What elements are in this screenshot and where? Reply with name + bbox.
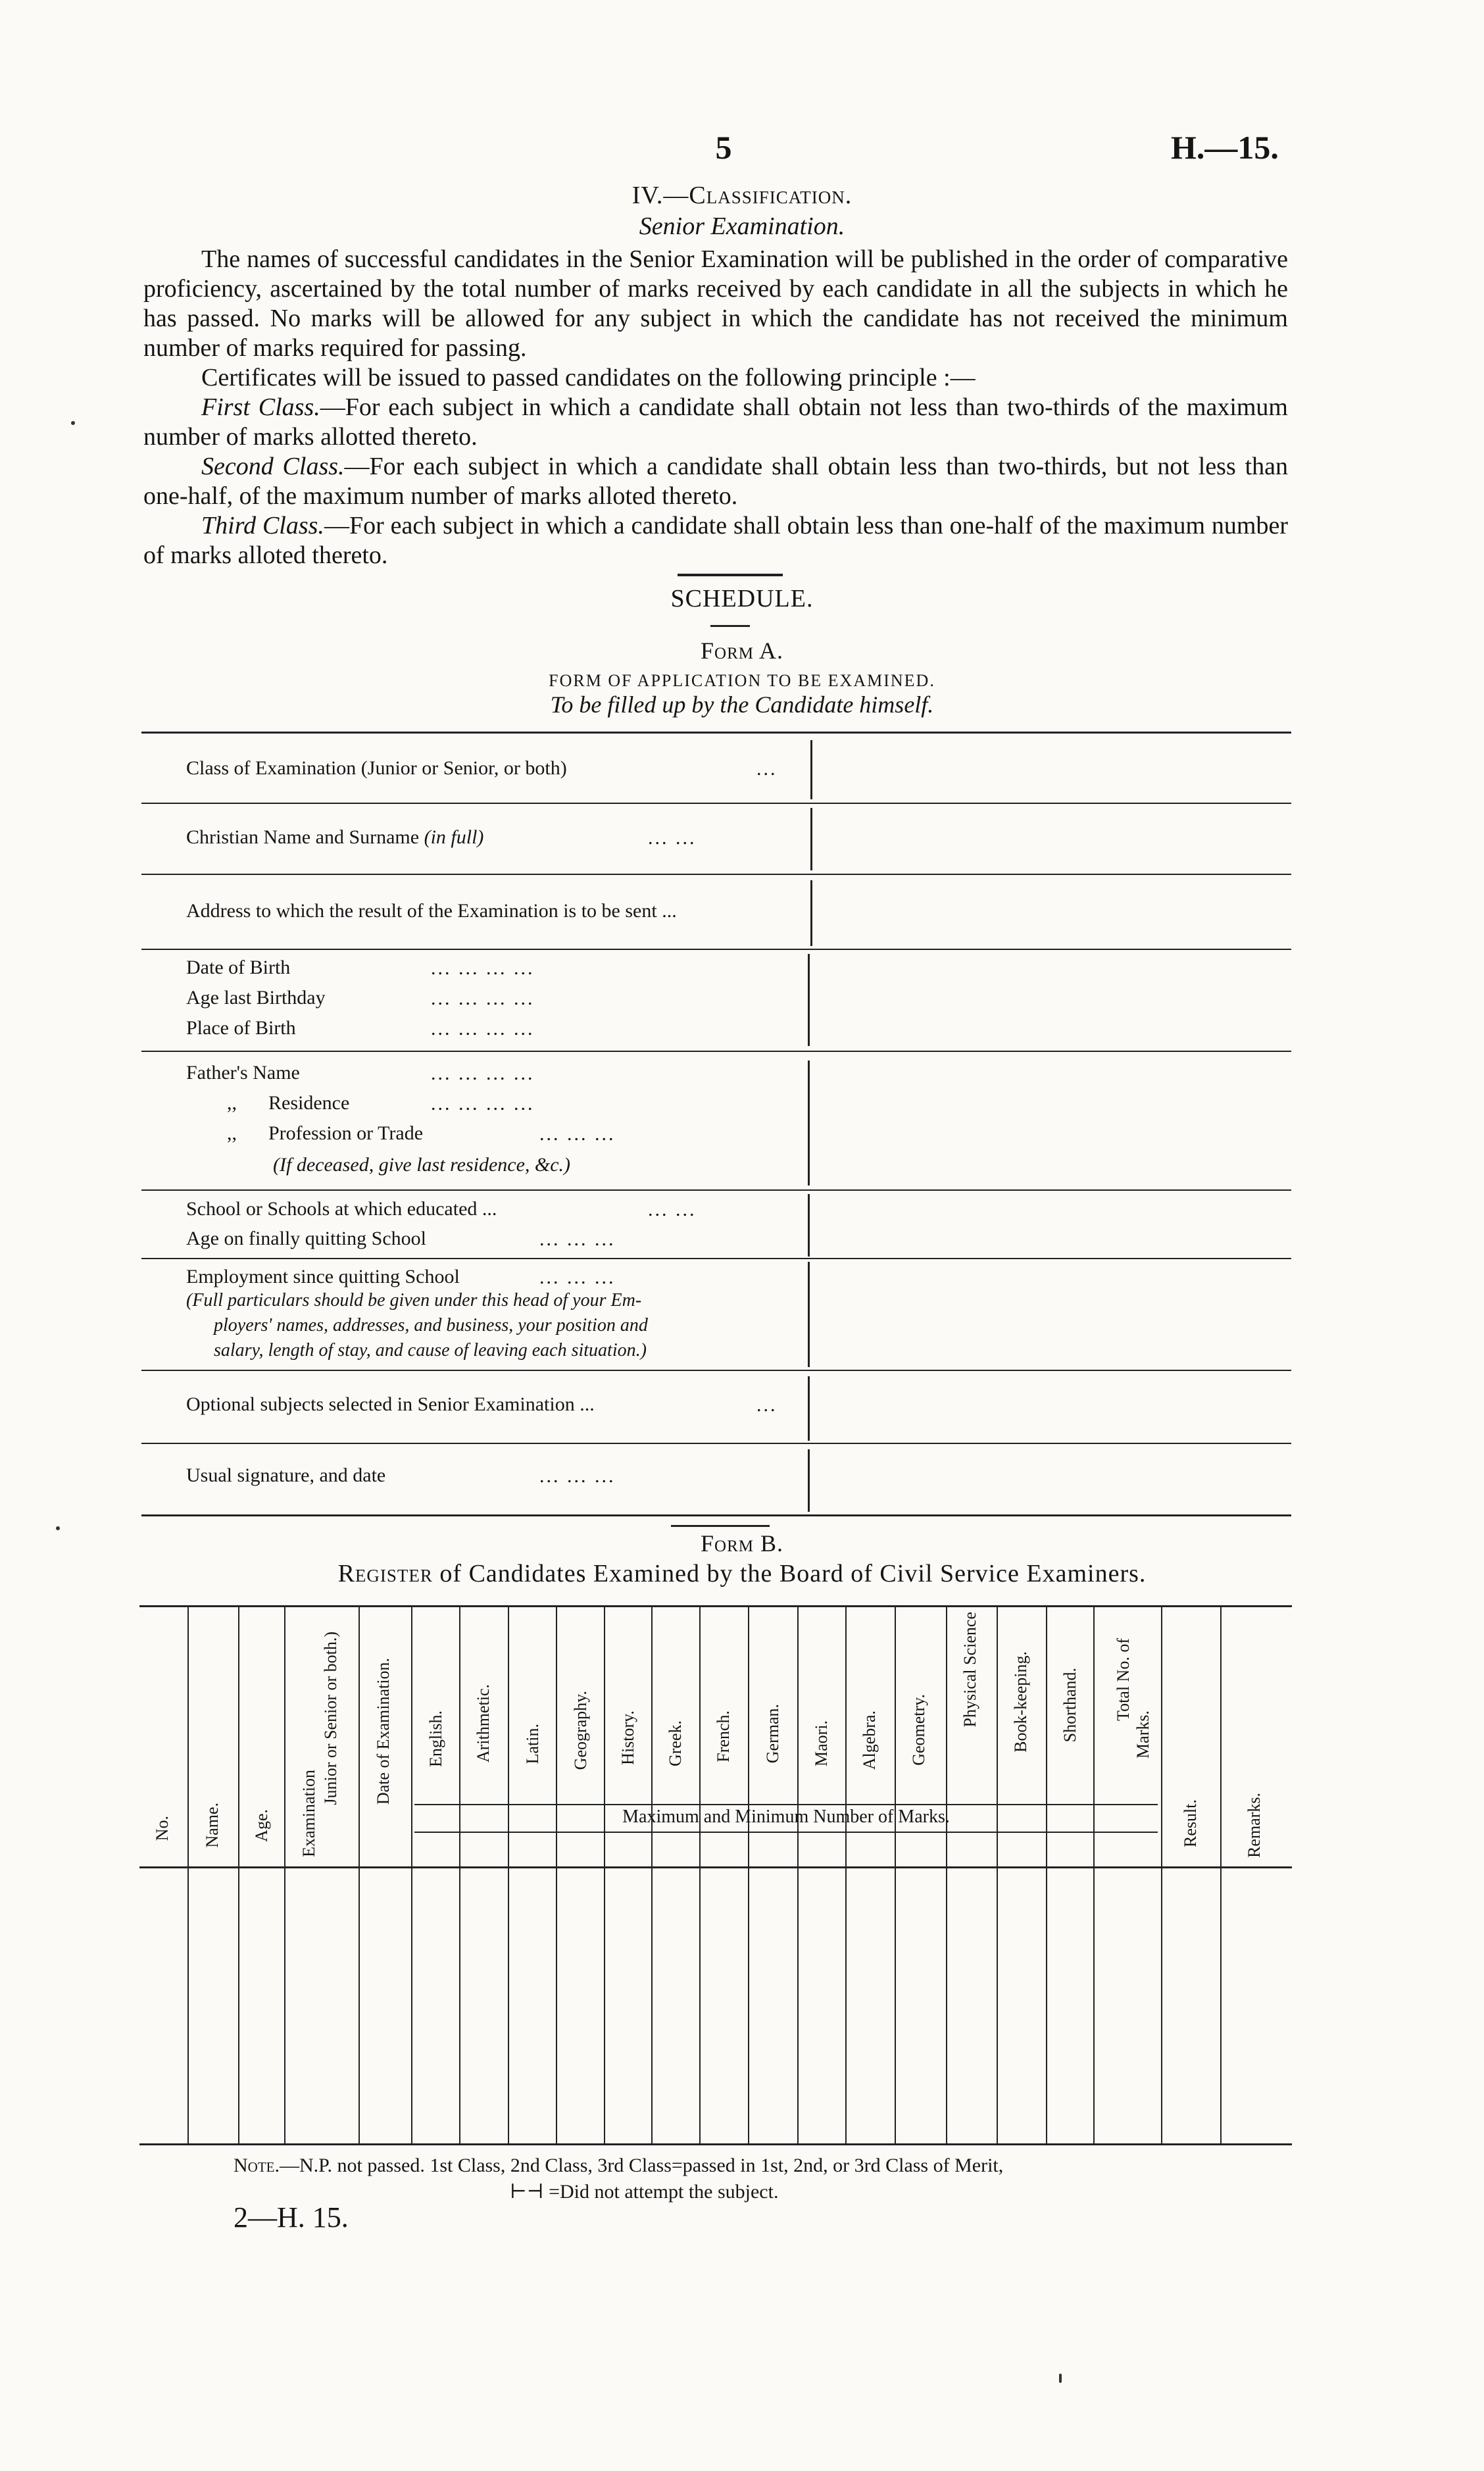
col-header-remarks: Remarks. (1245, 1793, 1264, 1858)
classification-body (143, 245, 1288, 570)
second-class-label: Second Class. (201, 453, 345, 480)
col-header-history: History. (618, 1710, 637, 1765)
paragraph-second-class (143, 452, 1288, 511)
third-class-text: —For each subject in which a candidate shall obtain less than one-half of the maximum number of marks alloted thereto. (143, 512, 1288, 569)
field-input-school[interactable] (813, 1194, 1276, 1257)
form-a-row-line-5 (141, 1189, 1291, 1191)
footer-code: 2—H. 15. (234, 2201, 349, 2234)
col-header-german: German. (763, 1704, 782, 1764)
register-border-bottom (139, 2143, 1292, 2145)
col-header-junior-senior: Junior or Senior or both.) (321, 1632, 340, 1805)
paragraph-order: The names of successful candidates in the Senior Examination will be published in the order of comparative proficiency, ascertained by the total number of marks received by each candidate in all the subjects in which he has passed. No marks will be allowed for any subject in which the candidate has not received the minimum number of marks required for passing. (143, 245, 1288, 362)
field-label-age: Age last Birthday (186, 987, 326, 1009)
note-line-1: —N.P. not passed. 1st Class, 2nd Class, 3rd Class=passed in 1st, 2nd, or 3rd Class of Merit, (280, 2155, 1004, 2176)
field-label-pob: Place of Birth (186, 1017, 296, 1039)
field-input-class[interactable] (816, 740, 1276, 799)
field-label-age-school: Age on finally quitting School (186, 1228, 426, 1249)
ditto-mark-1: ,, (227, 1092, 237, 1114)
field-dots-pob: ... ... ... ... (431, 1018, 535, 1039)
field-label-dob: Date of Birth (186, 957, 291, 978)
field-label-optional: Optional subjects selected in Senior Examination ... (186, 1393, 595, 1415)
field-label-father: Father's Name (186, 1062, 300, 1084)
field-input-signature[interactable] (813, 1449, 1276, 1512)
col-header-result: Result. (1181, 1799, 1200, 1847)
field-dots-age-school: ... ... ... (539, 1228, 616, 1250)
form-a-row-line-7 (141, 1370, 1291, 1371)
field-note-deceased: (If deceased, give last residence, &c.) (273, 1154, 571, 1176)
paragraph-first-class (143, 393, 1288, 452)
col-header-arithmetic: Arithmetic. (474, 1684, 493, 1763)
form-a-title: Form A. (701, 637, 783, 664)
first-class-text: —For each subject in which a candidate shall obtain not less than two-thirds of the maximum number of marks allotted thereto. (143, 393, 1288, 451)
col-header-english: English. (426, 1710, 445, 1767)
schedule-rule-mid (710, 625, 750, 627)
field-label-profession: Profession or Trade (268, 1122, 424, 1144)
field-label-school: School or Schools at which educated ... (186, 1198, 497, 1220)
col-header-total-2: Marks. (1133, 1710, 1152, 1759)
first-class-label: First Class. (201, 393, 320, 421)
form-a-subtitle: FORM OF APPLICATION TO BE EXAMINED. (549, 671, 935, 690)
form-a-row-line-2 (141, 874, 1291, 875)
section-title-text: Classification. (689, 182, 853, 209)
col-header-maori: Maori. (812, 1720, 831, 1767)
field-note-employment-2: ployers' names, addresses, and business, your position and (214, 1315, 648, 1335)
col-header-shorthand: Shorthand. (1060, 1668, 1079, 1743)
page-number: 5 (715, 129, 732, 166)
form-a-row-line-3 (141, 949, 1291, 950)
note-label: Note. (234, 2155, 280, 2176)
col-header-total-1: Total No. of (1114, 1638, 1133, 1721)
field-label-signature: Usual signature, and date (186, 1464, 386, 1486)
col-header-geography: Geography. (571, 1691, 590, 1770)
section-subtitle: Senior Examination. (639, 212, 845, 240)
field-dots-employment: ... ... ... (539, 1266, 616, 1288)
form-a-divider-2 (810, 808, 812, 870)
field-note-employment-1: (Full particulars should be given under this head of your Em- (186, 1290, 642, 1310)
field-dots-father: ... ... ... ... (431, 1062, 535, 1084)
col-header-greek: Greek. (666, 1720, 685, 1767)
form-b-subtitle-rest: of Candidates Examined by the Board of Civil Service Examiners. (432, 1560, 1147, 1587)
field-input-birth[interactable] (813, 954, 1276, 1046)
note-line-2: =Did not attempt the subject. (543, 2181, 779, 2203)
form-a-row-line-1 (141, 803, 1291, 804)
form-a-border-bottom (141, 1514, 1291, 1516)
field-input-address[interactable] (816, 880, 1276, 946)
form-a-divider-7 (808, 1262, 810, 1367)
col-header-geometry: Geometry. (909, 1694, 928, 1766)
field-dots-dob: ... ... ... ... (431, 957, 535, 979)
col-header-physical-science: Physical Science (960, 1612, 979, 1728)
field-label-name-note: (in full) (424, 826, 484, 848)
form-a-divider-4 (808, 954, 810, 1046)
field-note-employment-3: salary, length of stay, and cause of leaving each situation.) (214, 1340, 647, 1360)
form-b-subtitle-lead: Register (337, 1560, 433, 1587)
form-a-divider-6 (808, 1194, 810, 1257)
form-a-row-line-8 (141, 1443, 1291, 1444)
field-dots-signature: ... ... ... (539, 1465, 616, 1487)
col-header-algebra: Algebra. (860, 1710, 879, 1770)
maxmin-label: Maximum and Minimum Number of Marks. (622, 1807, 950, 1827)
field-label-employment: Employment since quitting School (186, 1266, 460, 1287)
section-title-prefix: IV.— (631, 182, 689, 209)
form-a-divider-5 (808, 1061, 810, 1186)
field-label-address: Address to which the result of the Examination is to be sent ... (186, 900, 677, 922)
form-a-border-top (141, 732, 1291, 734)
field-dots-age: ... ... ... ... (431, 987, 535, 1009)
form-b-subtitle (0, 1559, 1484, 1588)
form-a-row-line-6 (141, 1258, 1291, 1259)
field-label-name (186, 822, 483, 853)
form-a-instruction: To be filled up by the Candidate himself. (550, 691, 934, 718)
stray-mark (56, 1526, 60, 1530)
register-entry-area[interactable] (141, 1870, 1289, 2141)
form-a-divider-8 (808, 1376, 810, 1441)
field-label-name-text: Christian Name and Surname (186, 826, 420, 848)
col-header-name: Name. (203, 1803, 222, 1848)
paragraph-certificates: Certificates will be issued to passed candidates on the following principle :— (201, 364, 976, 391)
form-a-divider-9 (808, 1449, 810, 1512)
register-border-top (139, 1605, 1292, 1607)
col-header-age: Age. (252, 1809, 271, 1842)
schedule-title: SCHEDULE. (670, 585, 814, 612)
schedule-rule-top (678, 574, 783, 576)
section-title (0, 181, 1484, 210)
field-input-employment[interactable] (813, 1262, 1276, 1367)
field-dots-profession: ... ... ... (539, 1123, 616, 1145)
field-dots-optional: ... (756, 1394, 778, 1416)
form-a-divider-3 (810, 880, 812, 946)
document-reference: H.—15. (1171, 129, 1279, 166)
stray-mark (1059, 2374, 1062, 2383)
col-header-no: No. (153, 1816, 172, 1841)
field-dots-class: ... (756, 758, 778, 780)
form-a-divider-1 (810, 740, 812, 799)
field-label-class: Class of Examination (Junior or Senior, or both) (186, 757, 567, 779)
field-dots-residence: ... ... ... ... (431, 1093, 535, 1114)
register-note (234, 2153, 1003, 2205)
third-class-label: Third Class. (201, 512, 324, 539)
stray-mark (71, 421, 75, 425)
form-b-title: Form B. (701, 1530, 783, 1557)
register-header-bottom (139, 1866, 1292, 1868)
col-header-book-keeping: Book-keeping. (1011, 1651, 1030, 1753)
field-input-name[interactable] (816, 808, 1276, 870)
field-label-residence: Residence (268, 1092, 350, 1114)
col-header-french: French. (714, 1710, 733, 1762)
note-symbol: ⊢⊣ (510, 2181, 544, 2203)
field-dots-name: ... ... (648, 827, 697, 849)
col-header-examination: Examination (299, 1770, 318, 1857)
paragraph-third-class (143, 511, 1288, 570)
col-header-latin: Latin. (523, 1724, 542, 1764)
ditto-mark-2: ,, (227, 1122, 237, 1144)
form-b-rule (671, 1525, 770, 1527)
field-dots-school: ... ... (648, 1199, 697, 1220)
col-header-date: Date of Examination. (374, 1658, 393, 1805)
field-input-optional[interactable] (813, 1376, 1276, 1441)
second-class-text: —For each subject in which a candidate shall obtain less than two-thirds, but not less than one-half, of the maximum number of marks alloted thereto. (143, 453, 1288, 510)
form-a-row-line-4 (141, 1051, 1291, 1052)
field-input-father[interactable] (813, 1061, 1276, 1186)
